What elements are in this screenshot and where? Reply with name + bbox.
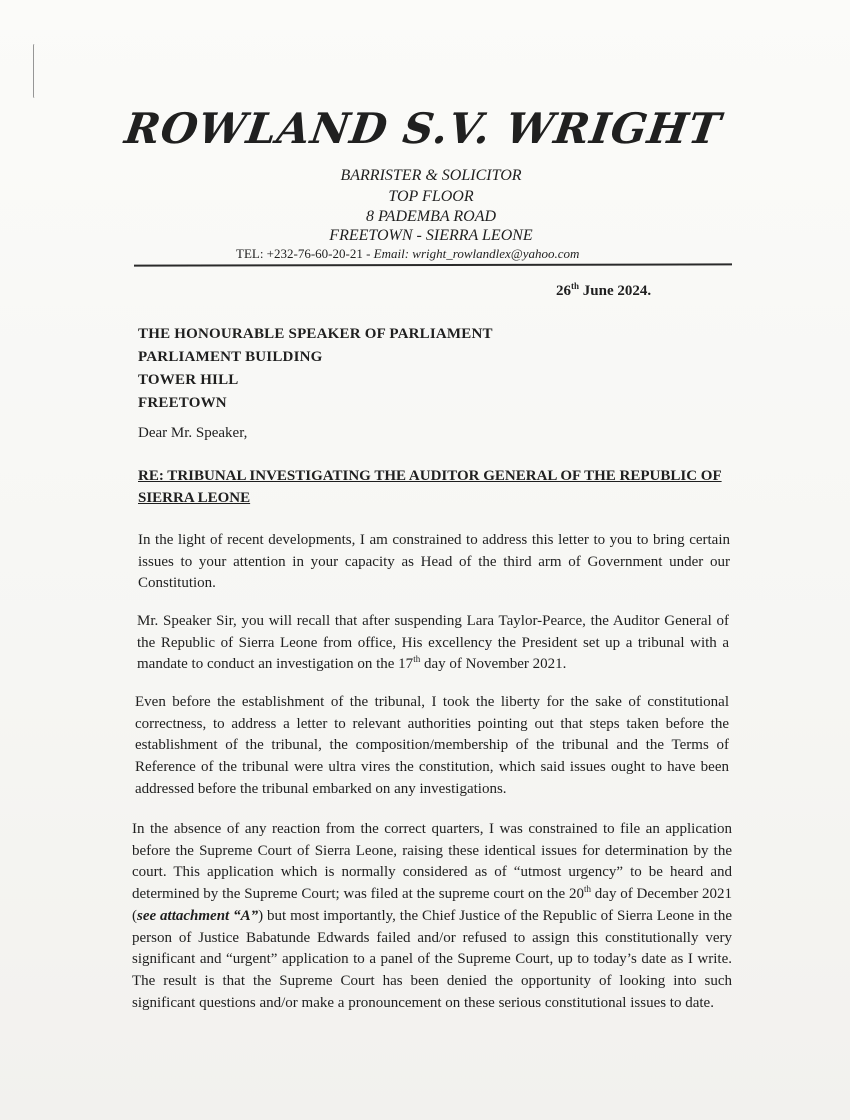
paper-edge-mark [33, 44, 36, 98]
addressee-block [138, 323, 493, 415]
letterhead-floor: TOP FLOOR [388, 188, 474, 205]
letter-date: 26th June 2024. [556, 281, 652, 299]
addressee-city: FREETOWN [138, 395, 227, 411]
subject-line: RE: TRIBUNAL INVESTIGATING THE AUDITOR GENERAL OF THE REPUBLIC OF SIERRA LEONE [138, 468, 722, 506]
attachment-reference: attachment “A” [156, 907, 259, 924]
paragraph-3: Even before the establishment of the tribunal, I took the liberty for the sake of constitutional correctness, to address a letter to relevant authorities pointing out that steps taken before the establishment of the tribunal, the composition/membership of the tribunal and the Terms of Reference of the tribunal were ultra vires the constitution, which said issues ought to have been addressed before the tribunal embarked on any investigations. [135, 694, 729, 797]
letterhead-rule [134, 263, 732, 266]
paragraph-2: Mr. Speaker Sir, you will recall that after suspending Lara Taylor-Pearce, the Auditor General of the Republic of Sierra Leone from office, His excellency the President set up a tribunal with a mandate to conduct an investigation on the 17th day of November 2021. [137, 613, 729, 673]
telephone: TEL: +232-76-60-20-21 - [236, 246, 374, 261]
letterhead-city: FREETOWN - SIERRA LEONE [329, 227, 533, 244]
letterhead-street: 8 PADEMBA ROAD [365, 208, 497, 225]
attachment-reference-see: see [137, 907, 157, 924]
salutation: Dear Mr. Speaker, [138, 425, 248, 441]
paragraph-1: In the light of recent developments, I am constrained to address this letter to you to bring certain issues to your attention in your capacity as Head of the third arm of Government under our Constitution. [138, 532, 730, 592]
addressee-street: TOWER HILL [138, 372, 239, 388]
paragraph-4: In the absence of any reaction from the correct quarters, I was constrained to file an application before the Supreme Court of Sierra Leone, raising these identical issues for determination by the court. This application which is normally considered as of “utmost urgency” to be heard and determined by the Supreme Court; was filed at the supreme court on the 20th day of December 2021 (see attachment “A”) but most importantly, the Chief Justice of the Republic of Sierra Leone in the person of Justice Babatunde Edwards failed and/or refused to assign this constitutionally very significant and “urgent” application to a panel of the Supreme Court, up to today’s date as I write. The result is that the Supreme Court has been denied the opportunity of looking into such significant questions and/or make a pronouncement on these serious constitutional issues to date. [132, 821, 732, 1011]
letterhead-profession: BARRISTER & SOLICITOR [340, 167, 522, 184]
addressee-building: PARLIAMENT BUILDING [138, 349, 323, 365]
letterhead-name: ROWLAND S.V. WRIGHT [121, 104, 725, 153]
letterhead-contact [236, 245, 579, 263]
addressee-title: THE HONOURABLE SPEAKER OF PARLIAMENT [138, 326, 493, 342]
email-address: Email: wright_rowlandlex@yahoo.com [373, 246, 580, 261]
